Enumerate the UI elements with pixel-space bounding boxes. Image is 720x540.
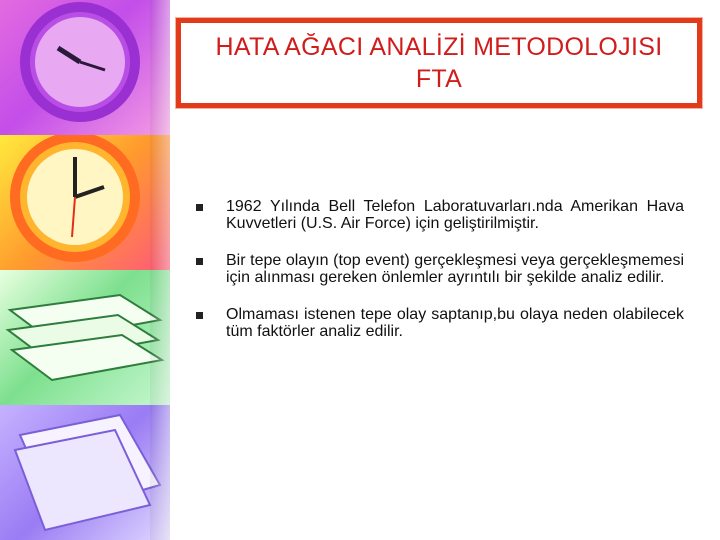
papers-icon xyxy=(0,405,170,540)
purple-clock-panel xyxy=(0,0,170,135)
slide-title-line2: FTA xyxy=(415,65,463,93)
bullet-text: Bir tepe olayın (top event) gerçekleşmesi veya gerçekleşmemesi için alınması gereken önlemler ayrıntılı bir şekilde analiz edilir. xyxy=(226,252,684,286)
slide-title-line1: HATA AĞACI ANALİZİ METODOLOJISI xyxy=(215,33,663,61)
list-item xyxy=(196,198,684,232)
bullet-list xyxy=(196,198,684,360)
list-item xyxy=(196,306,684,340)
square-bullet-icon xyxy=(196,312,203,319)
slide-title-box xyxy=(176,18,702,108)
lavender-papers-panel xyxy=(0,405,170,540)
list-item xyxy=(196,252,684,286)
orange-clock-panel xyxy=(0,135,170,270)
square-bullet-icon xyxy=(196,258,203,265)
strip-fade xyxy=(150,0,170,540)
green-books-panel xyxy=(0,270,170,405)
books-icon xyxy=(0,270,170,405)
bullet-text: Olmaması istenen tepe olay saptanıp,bu olaya neden olabilecek tüm faktörler analiz edilir. xyxy=(226,306,684,340)
decorative-image-strip xyxy=(0,0,170,540)
square-bullet-icon xyxy=(196,204,203,211)
clock-icon xyxy=(0,135,170,270)
clock-icon xyxy=(0,0,170,135)
bullet-text: 1962 Yılında Bell Telefon Laboratuvarları.nda Amerikan Hava Kuvvetleri (U.S. Air Force) için geliştirilmiştir. xyxy=(226,198,684,232)
